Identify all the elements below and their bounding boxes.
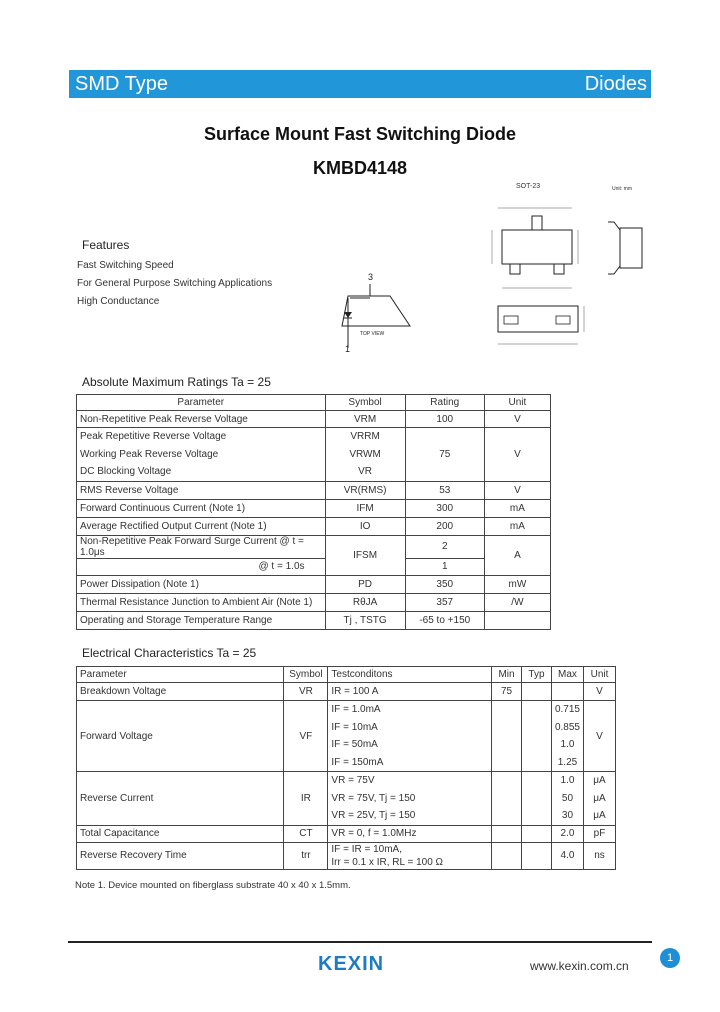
unit: V xyxy=(484,411,550,428)
max: 30 xyxy=(561,810,574,821)
unit-note: Unit: mm xyxy=(612,186,632,192)
symbol: VR xyxy=(358,466,373,477)
table-header-row xyxy=(77,395,551,411)
package-name: SOT-23 xyxy=(516,183,541,190)
rating: 75 xyxy=(405,428,484,482)
symbol: VRM xyxy=(325,411,405,428)
rating: 53 xyxy=(405,481,484,499)
table-row xyxy=(77,772,616,826)
test-condition: IF = 50mA xyxy=(331,739,378,750)
symbol: IO xyxy=(325,517,405,535)
symbol: VF xyxy=(284,701,328,772)
top-view-label: TOP VIEW xyxy=(360,331,385,337)
parameter: Non-Repetitive Peak Forward Surge Current @ t = 1.0μs xyxy=(77,535,326,558)
column-header: Min xyxy=(492,667,522,683)
unit: /W xyxy=(484,593,550,611)
header-banner xyxy=(69,70,651,98)
page-title: Surface Mount Fast Switching Diode xyxy=(203,124,517,144)
symbol: VR xyxy=(284,683,328,701)
unit: mA xyxy=(484,499,550,517)
column-header: Unit xyxy=(484,395,550,411)
max: 0.715 xyxy=(554,704,580,715)
symbol: IR xyxy=(284,772,328,826)
pin1-label: 1 xyxy=(345,344,351,354)
test-condition: VR = 25V, Tj = 150 xyxy=(331,810,416,821)
table-row xyxy=(77,558,551,575)
elec-heading: Electrical Characteristics Ta = 25 xyxy=(82,646,257,660)
unit: V xyxy=(584,701,616,772)
rating: 300 xyxy=(405,499,484,517)
feature-item: For General Purpose Switching Applications xyxy=(77,278,273,289)
parameter: Forward Voltage xyxy=(77,701,284,772)
rating: 100 xyxy=(405,411,484,428)
table-row xyxy=(77,701,616,772)
feature-item: High Conductance xyxy=(77,296,160,307)
unit: μA xyxy=(593,810,606,821)
parameter: RMS Reverse Voltage xyxy=(77,481,326,499)
max: 1.0 xyxy=(560,739,575,750)
unit: V xyxy=(484,481,550,499)
max: 50 xyxy=(561,792,574,804)
max: 1.25 xyxy=(557,756,578,768)
website-link[interactable]: www.kexin.com.cn xyxy=(530,959,629,973)
test-condition: IF = 150mA xyxy=(331,756,384,768)
table-row xyxy=(77,428,551,482)
table-row xyxy=(77,575,551,593)
parameter: Working Peak Reverse Voltage xyxy=(80,448,219,460)
test-condition: VR = 75V xyxy=(331,775,375,786)
table-row xyxy=(77,611,551,629)
max: 1.0 xyxy=(560,775,575,786)
column-header: Testconditons xyxy=(328,667,492,683)
parameter: Operating and Storage Temperature Range xyxy=(77,611,326,629)
parameter: Thermal Resistance Junction to Ambient Air (Note 1) xyxy=(77,593,326,611)
unit: mA xyxy=(484,517,550,535)
unit: mW xyxy=(484,575,550,593)
unit: μA xyxy=(593,792,606,804)
pin-diagram xyxy=(330,268,420,356)
unit: V xyxy=(584,683,616,701)
test-condition: VR = 75V, Tj = 150 xyxy=(331,792,416,804)
test-condition: Irr = 0.1 x IR, RL = 100 Ω xyxy=(331,856,444,868)
page-number-badge: 1 xyxy=(660,948,680,968)
max: 0.855 xyxy=(554,721,580,733)
test-condition: IF = 1.0mA xyxy=(331,704,381,715)
rating: 2 xyxy=(405,535,484,558)
column-header: Parameter xyxy=(77,395,326,411)
rating: 200 xyxy=(405,517,484,535)
table-row xyxy=(77,481,551,499)
parameter: Power Dissipation (Note 1) xyxy=(77,575,326,593)
symbol: IFM xyxy=(325,499,405,517)
parameter: Non-Repetitive Peak Reverse Voltage xyxy=(77,411,326,428)
parameter: Breakdown Voltage xyxy=(77,683,284,701)
column-header: Symbol xyxy=(325,395,405,411)
table-row xyxy=(77,683,616,701)
rating: 350 xyxy=(405,575,484,593)
column-header: Parameter xyxy=(77,667,284,683)
features-heading: Features xyxy=(82,238,130,252)
unit: pF xyxy=(584,825,616,842)
unit: ns xyxy=(584,842,616,869)
symbol: RθJA xyxy=(325,593,405,611)
symbol: VRRM xyxy=(350,431,380,442)
table-row xyxy=(77,517,551,535)
parameter: Forward Continuous Current (Note 1) xyxy=(77,499,326,517)
max: 2.0 xyxy=(551,825,583,842)
symbol: IFSM xyxy=(325,535,405,575)
pin3-label: 3 xyxy=(368,272,374,282)
column-header: Rating xyxy=(405,395,484,411)
header-type: Diodes xyxy=(584,73,647,95)
unit: μA xyxy=(593,775,606,786)
parameter: Reverse Current xyxy=(77,772,284,826)
diode-symbol xyxy=(344,312,352,318)
column-header: Max xyxy=(551,667,583,683)
unit: V xyxy=(484,428,550,482)
part-number: KMBD4148 xyxy=(312,158,408,178)
rating: -65 to +150 xyxy=(405,611,484,629)
symbol: PD xyxy=(325,575,405,593)
parameter: Reverse Recovery Time xyxy=(77,842,284,869)
table-row xyxy=(77,825,616,842)
symbol: trr xyxy=(284,842,328,869)
elec-table xyxy=(76,666,616,870)
typ xyxy=(522,683,552,701)
footnote: Note 1. Device mounted on fiberglass substrate 40 x 40 x 1.5mm. xyxy=(75,880,351,891)
kexin-logo: KEXIN xyxy=(318,953,385,975)
table-header-row xyxy=(77,667,616,683)
max: 4.0 xyxy=(551,842,583,869)
test-condition: VR = 0, f = 1.0MHz xyxy=(328,825,492,842)
column-header: Symbol xyxy=(284,667,328,683)
table-row xyxy=(77,499,551,517)
table-row xyxy=(77,593,551,611)
symbol: VR(RMS) xyxy=(325,481,405,499)
test-condition: IF = IR = 10mA, xyxy=(331,843,402,855)
symbol: Tj , TSTG xyxy=(325,611,405,629)
min: 75 xyxy=(492,683,522,701)
unit xyxy=(484,611,550,629)
table-row xyxy=(77,411,551,428)
rating: 1 xyxy=(405,558,484,575)
abs-max-table xyxy=(76,394,551,630)
column-header: Unit xyxy=(584,667,616,683)
parameter: Average Rectified Output Current (Note 1) xyxy=(77,517,326,535)
header-category: SMD Type xyxy=(75,73,168,95)
test-condition: IF = 10mA xyxy=(331,721,378,733)
parameter: Total Capacitance xyxy=(77,825,284,842)
max xyxy=(551,683,583,701)
symbol: VRWM xyxy=(349,448,381,460)
abs-max-heading: Absolute Maximum Ratings Ta = 25 xyxy=(82,375,271,389)
feature-item: Fast Switching Speed xyxy=(77,260,174,271)
table-row xyxy=(77,535,551,558)
rating: 357 xyxy=(405,593,484,611)
unit: A xyxy=(484,535,550,575)
parameter: @ t = 1.0s xyxy=(77,558,326,575)
test-condition: IR = 100 A xyxy=(328,683,492,701)
footer-divider xyxy=(68,941,652,943)
column-header: Typ xyxy=(522,667,552,683)
package-outline-drawing xyxy=(480,178,655,373)
symbol: CT xyxy=(284,825,328,842)
table-row xyxy=(77,842,616,869)
parameter: DC Blocking Voltage xyxy=(80,466,172,477)
parameter: Peak Repetitive Reverse Voltage xyxy=(80,431,227,442)
